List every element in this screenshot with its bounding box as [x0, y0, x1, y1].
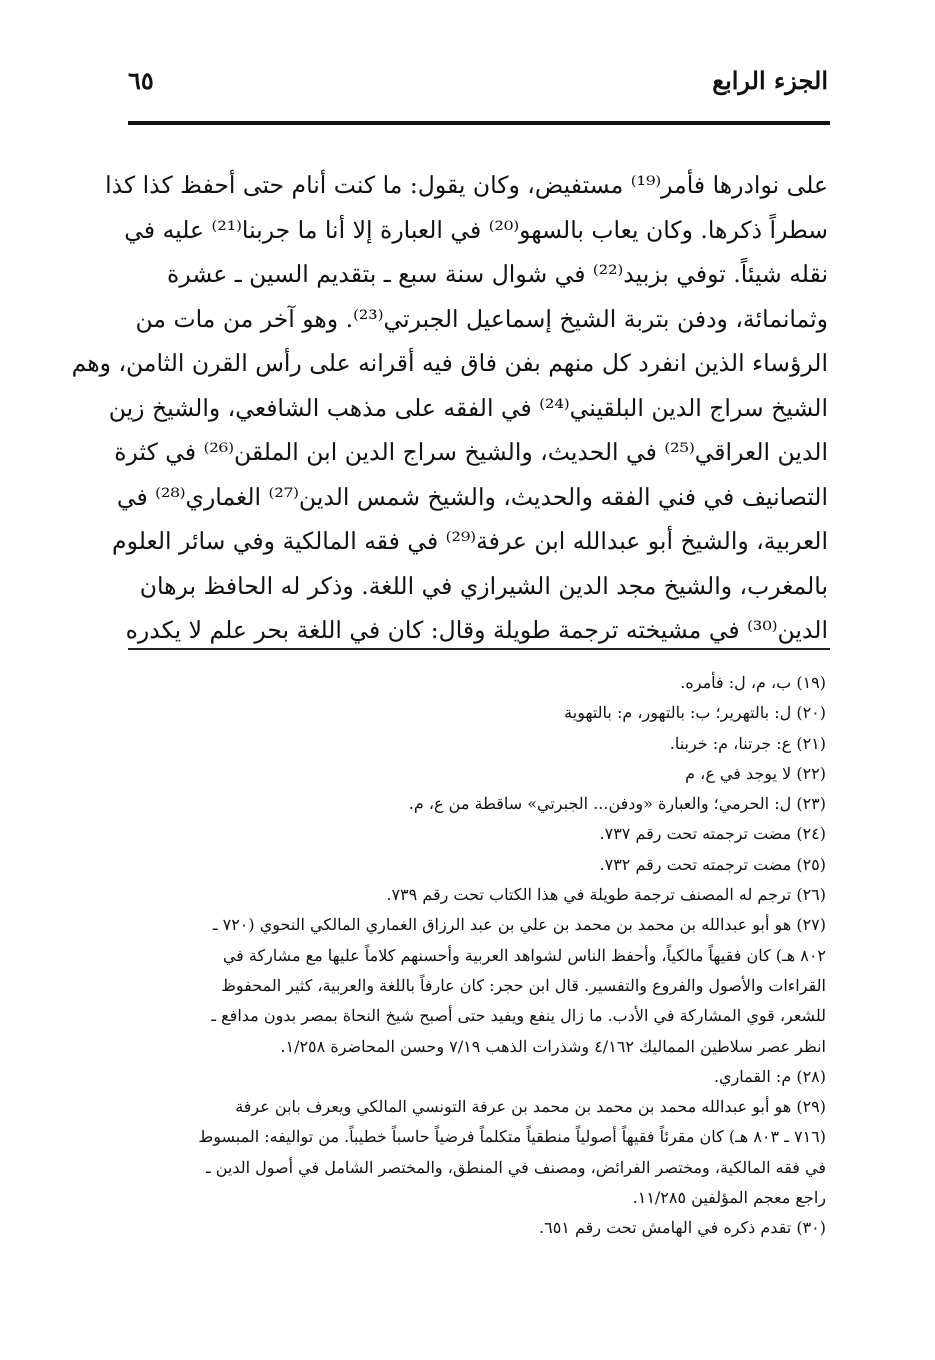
footnote-line: (١٩) ب، م، ل: فأمره.	[680, 673, 826, 692]
footnote-line: (٢١) ع: جرتنا، م: خربنا.	[669, 733, 826, 753]
text-line: سطراً ذكرها. وكان يعاب بالسهو⁽²⁰⁾ في العبارة إلا أنا ما جربنا⁽²¹⁾ عليه في	[124, 215, 828, 244]
footnote-line: (٢٨) م: القماري.	[713, 1066, 826, 1086]
text-line: الدين العراقي⁽²⁵⁾ في الحديث، والشيخ سراج الدين ابن الملقن⁽²⁶⁾ في كثرة	[114, 438, 828, 466]
footnote-line: (٢٤) مضت ترجمته تحت رقم ٧٣٧.	[599, 824, 826, 844]
text-line: الشيخ سراج الدين البلقيني⁽²⁴⁾ في الفقه على مذهب الشافعي، والشيخ زين	[108, 393, 828, 422]
main-text	[71, 163, 828, 653]
text-line: على نوادرها فأمر⁽¹⁹⁾ مستفيض، وكان يقول: ما كنت أنام حتى أحفظ كذا كذا	[105, 171, 828, 199]
footnote-separator	[128, 648, 830, 650]
footnote-line: (٢٣) ل: الحرمي؛ والعبارة «ودفن... الجبرتي» ساقطة من ع، م.	[408, 794, 826, 814]
footnote-line: (٣٠) تقدم ذكره في الهامش تحت رقم ٦٥١.	[539, 1218, 826, 1238]
text-line: الدين⁽³⁰⁾ في مشيخته ترجمة طويلة وقال: كان في اللغة بحر علم لا يكدره	[125, 616, 828, 644]
running-title: الجزء الرابع	[712, 66, 828, 95]
text-line: بالمغرب، والشيخ مجد الدين الشيرازي في اللغة. وذكر له الحافظ برهان	[139, 571, 828, 600]
text-line: نقله شيئاً. توفي بزبيد⁽²²⁾ في شوال سنة سبع ـ بتقديم السين ـ عشرة	[167, 260, 828, 288]
header-rule	[128, 121, 830, 125]
footnote-line: (٢٦) ترجم له المصنف ترجمة طويلة في هذا الكتاب تحت رقم ٧٣٩.	[386, 885, 826, 905]
footnote-line: (٢٧) هو أبو عبدالله بن محمد بن محمد بن علي بن عبد الرزاق الغماري المالكي النحوي (٧٢٠ ـ	[212, 915, 826, 935]
running-header	[128, 66, 828, 106]
footnote-line: ٨٠٢ هـ) كان فقيهاً مالكياً، وأحفظ الناس لشواهد العربية وأحسنهم كلاماً عليها مع مشاركة في	[222, 945, 826, 965]
footnote-line: للشعر، قوي المشاركة في الأدب. ما زال ينفع ويفيد حتى أصبح شيخ النحاة بمصر بدون مدافع ـ	[211, 1006, 826, 1026]
footnote-line: (٢٢) لا يوجد في ع، م	[685, 763, 826, 783]
footnote-line: (٢٠) ل: بالتهرير؛ ب: بالتهور، م: بالتهوية	[564, 703, 826, 723]
footnote-line: (٢٩) هو أبو عبدالله محمد بن محمد بن محمد بن عرفة التونسي المالكي ويعرف بابن عرفة	[235, 1097, 826, 1117]
footnote-line: (٢٥) مضت ترجمته تحت رقم ٧٣٢.	[599, 854, 826, 874]
text-line: العربية، والشيخ أبو عبدالله ابن عرفة⁽²⁹⁾ في فقه المالكية وفي سائر العلوم	[112, 527, 828, 555]
footnotes	[130, 668, 826, 1244]
footnote-line: (٧١٦ ـ ٨٠٣ هـ) كان مقرئاً فقيهاً أصولياً منطقياً متكلماً فرضياً حاسباً خطيباً. من تواليفه: المبسوط	[198, 1127, 826, 1147]
footnote-line: في فقه المالكية، ومختصر الفرائض، ومصنف في المنطق، والمختصر الشامل في أصول الدين ـ	[205, 1157, 826, 1177]
footnote-line: انظر عصر سلاطين المماليك ٤/١٦٢ وشذرات الذهب ٧/١٩ وحسن المحاضرة ١/٢٥٨.	[280, 1036, 826, 1056]
page-number: ٦٥	[128, 66, 154, 95]
text-line: الرؤساء الذين انفرد كل منهم بفن فاق فيه أقرانه على رأس القرن الثامن، وهم	[71, 349, 828, 377]
footnote-line: القراءات والأصول والفروع والتفسير. قال ابن حجر: كان عارفاً باللغة والعربية، كثير المحفوظ	[221, 975, 826, 995]
footnote-line: راجع معجم المؤلفين ١١/٢٨٥.	[632, 1188, 826, 1208]
text-line: وثمانمائة، ودفن بتربة الشيخ إسماعيل الجبرتي⁽²³⁾. وهو آخر من مات من	[135, 304, 828, 333]
text-line: التصانيف في فني الفقه والحديث، والشيخ شمس الدين⁽²⁷⁾ الغماري⁽²⁸⁾ في	[116, 482, 828, 511]
